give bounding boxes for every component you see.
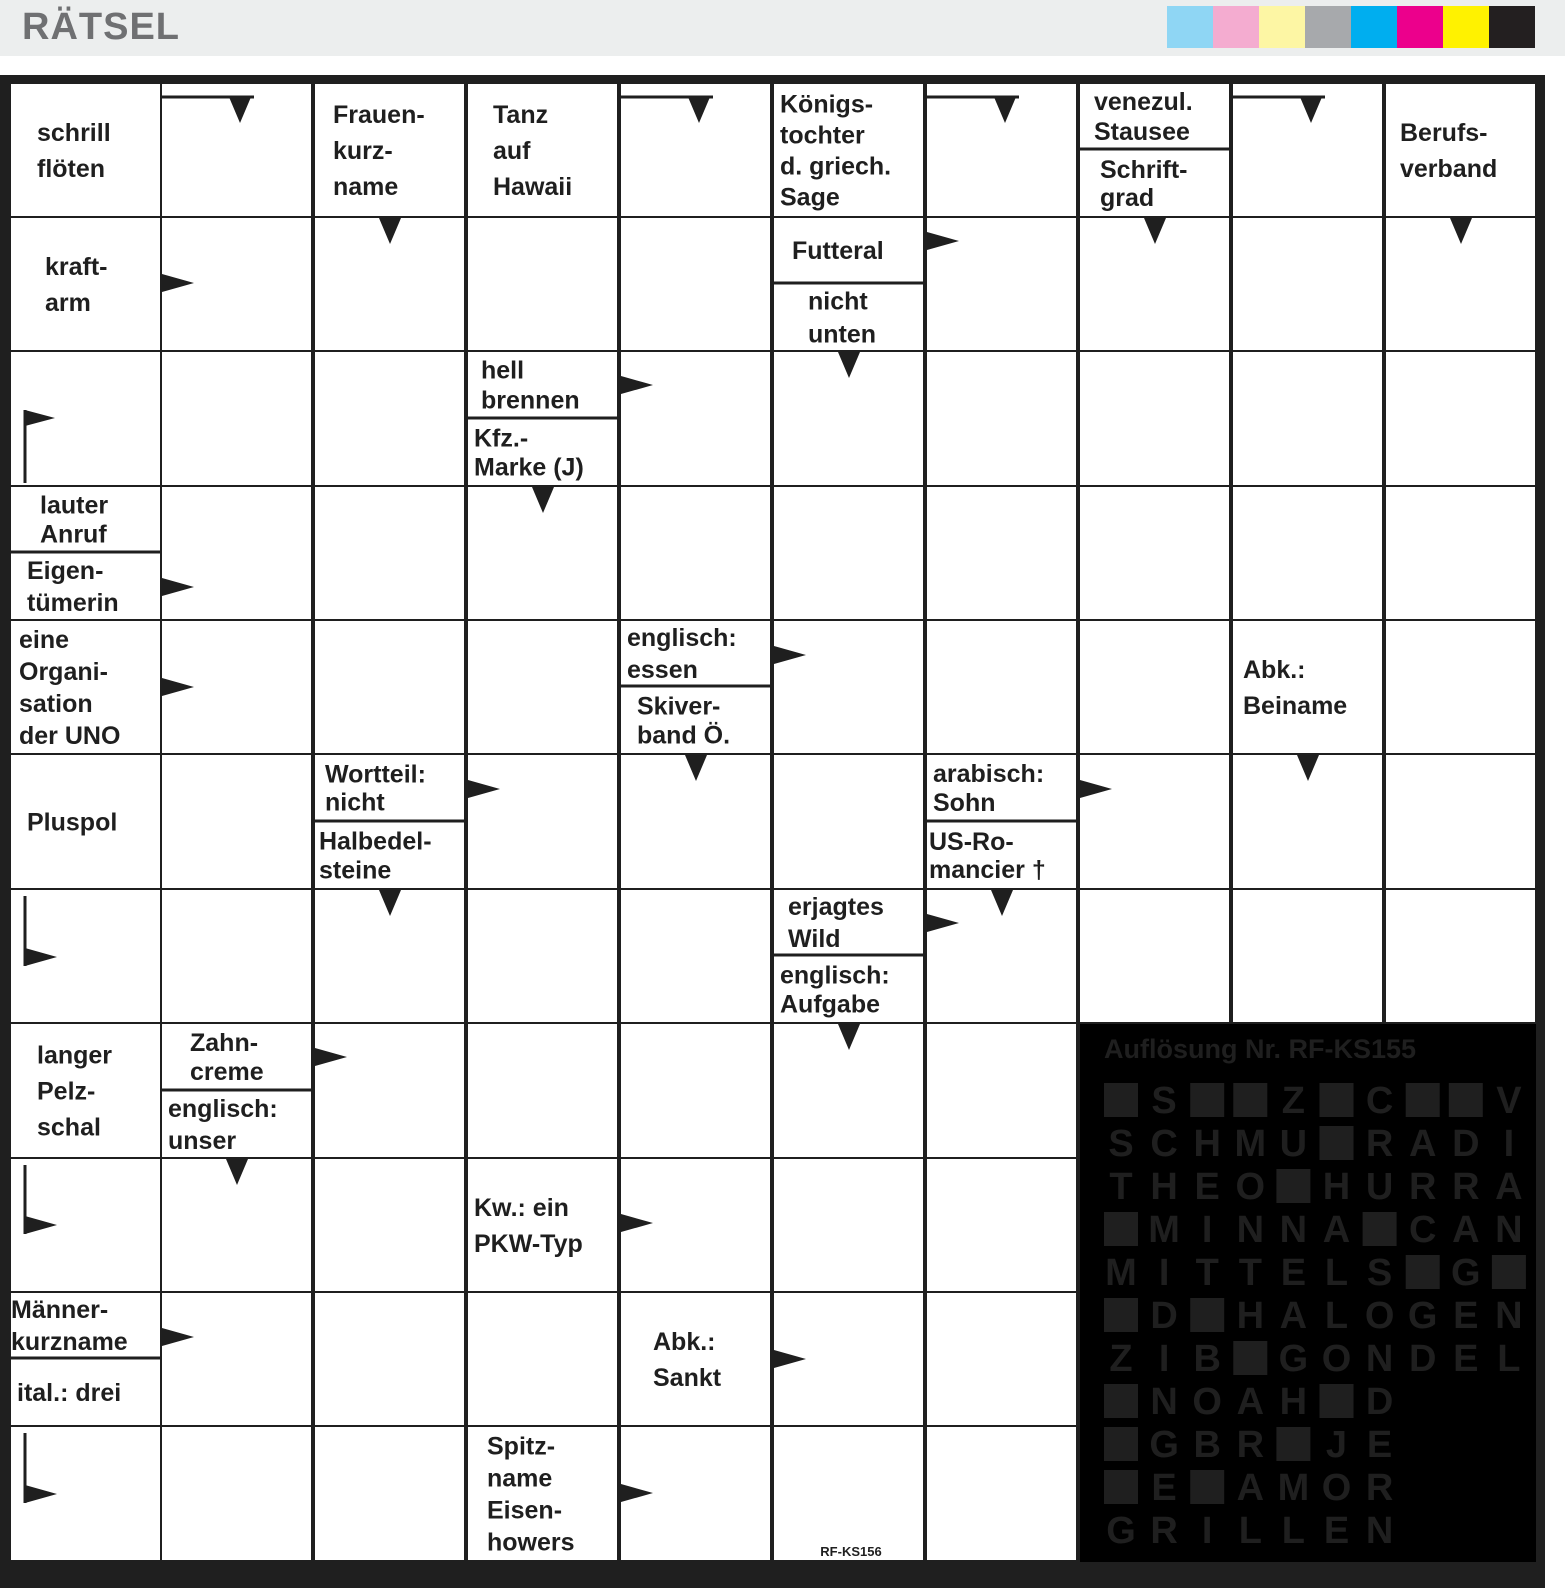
color-swatch [1489, 6, 1535, 48]
solution-letter: M [1148, 1209, 1180, 1251]
solution-letter: M [1234, 1123, 1267, 1165]
solution-letter: M [1277, 1467, 1310, 1509]
color-swatch [1351, 6, 1397, 48]
solution-letter: R [1452, 1166, 1480, 1208]
solution-black-square [1320, 1126, 1354, 1160]
solution-letter: N [1365, 1510, 1394, 1552]
clue-line: Halbedel- [319, 827, 432, 856]
answer-cell [1233, 487, 1382, 619]
solution-black-square [1104, 1384, 1138, 1418]
clue-line: nicht [325, 788, 385, 817]
clue-line: Pluspol [27, 808, 118, 837]
color-swatch [1305, 6, 1351, 48]
answer-cell [315, 352, 464, 485]
solution-letter: A [1408, 1123, 1437, 1165]
answer-cell [621, 352, 770, 485]
solution-letter: A [1279, 1295, 1308, 1337]
answer-cell [468, 1159, 617, 1291]
clue-line: englisch: [780, 961, 890, 990]
solution-letter: E [1280, 1252, 1307, 1294]
clue-line: tochter [780, 121, 865, 150]
solution-letter: A [1236, 1381, 1265, 1423]
solution-letter: G [1106, 1510, 1136, 1552]
solution-letter: N [1365, 1338, 1394, 1380]
solution-letter: D [1408, 1338, 1437, 1380]
answer-cell [162, 1427, 311, 1560]
clue-line: kurzname [11, 1328, 128, 1356]
clue-text [637, 693, 730, 750]
clue-line: Beiname [1243, 692, 1348, 720]
answer-cell [315, 1024, 464, 1157]
clue-line: Abk.: [653, 1328, 716, 1356]
solution-letter: A [1236, 1467, 1265, 1509]
answer-cell [927, 1024, 1076, 1157]
answer-cell [927, 352, 1076, 485]
clue-line: der UNO [19, 722, 121, 750]
solution-letter: C [1150, 1123, 1178, 1165]
solution-letter: R [1150, 1510, 1178, 1552]
clue-text [17, 1379, 121, 1407]
clue-line: englisch: [168, 1095, 278, 1123]
clue-line: Anruf [40, 520, 107, 549]
clue-line: mancier † [929, 856, 1046, 884]
clue-line: unten [808, 320, 877, 349]
answer-cell [162, 755, 311, 888]
clue-line: Futteral [792, 237, 884, 265]
solution-black-square [1363, 1212, 1397, 1246]
solution-black-square [1276, 1427, 1310, 1461]
solution-black-square [1406, 1255, 1440, 1289]
solution-letter: I [1158, 1252, 1170, 1294]
solution-title: Auflösung Nr. RF-KS155 [1104, 1034, 1417, 1064]
solution-letter: D [1452, 1123, 1480, 1165]
color-swatch [1397, 6, 1443, 48]
clue-line: US-Ro- [929, 828, 1014, 856]
answer-cell [162, 1293, 311, 1425]
solution-letter: I [1201, 1209, 1213, 1251]
puzzle-code: RF-KS156 [820, 1544, 882, 1559]
answer-cell [468, 1293, 617, 1425]
clue-line: flöten [37, 155, 106, 183]
color-swatch [1167, 6, 1213, 48]
answer-cell [927, 1159, 1076, 1291]
solution-letter: E [1151, 1467, 1177, 1509]
solution-letter: H [1279, 1381, 1308, 1423]
solution-letter: C [1408, 1209, 1437, 1251]
answer-cell [1233, 621, 1382, 753]
solution-letter: R [1365, 1123, 1394, 1165]
clue-line: Sohn [933, 789, 996, 817]
solution-letter: T [1195, 1252, 1219, 1294]
solution-letter: E [1453, 1338, 1479, 1380]
answer-cell [11, 218, 160, 350]
clue-line: schal [37, 1113, 101, 1142]
solution-letter: T [1238, 1252, 1262, 1294]
clue-line: venezul. [1094, 88, 1193, 116]
clue-line: Männer- [11, 1296, 109, 1324]
solution-letter: O [1192, 1381, 1222, 1423]
solution-letter: R [1365, 1467, 1394, 1509]
clue-text [190, 1029, 264, 1086]
answer-cell [468, 890, 617, 1022]
solution-letter: E [1323, 1510, 1350, 1552]
clue-line: Eigen- [27, 557, 104, 585]
solution-letter: L [1324, 1252, 1349, 1294]
solution-letter: Z [1109, 1338, 1133, 1380]
answer-cell [621, 890, 770, 1022]
clue-line: name [487, 1464, 553, 1493]
answer-cell [1233, 218, 1382, 350]
solution-letter: D [1365, 1381, 1394, 1423]
clue-line: Tanz [493, 101, 549, 129]
solution-letter: H [1150, 1166, 1178, 1208]
solution-black-square [1320, 1384, 1354, 1418]
clue-text [40, 492, 108, 549]
clue-line: band Ö. [637, 721, 731, 750]
answer-cell [315, 1293, 464, 1425]
solution-letter: G [1407, 1295, 1438, 1337]
solution-letter: G [1149, 1424, 1179, 1466]
solution-letter: L [1281, 1510, 1306, 1552]
answer-cell [927, 1427, 1076, 1560]
clue-line: howers [487, 1528, 575, 1557]
answer-cell [1233, 352, 1382, 485]
solution-black-square [1406, 1083, 1440, 1117]
answer-cell [468, 621, 617, 753]
solution-black-square [1104, 1083, 1138, 1117]
clue-line: Stausee [1094, 118, 1190, 146]
clue-line: langer [37, 1041, 113, 1070]
answer-cell [315, 1427, 464, 1560]
answer-cell [468, 218, 617, 350]
solution-letter: A [1452, 1209, 1480, 1251]
header-bar [0, 0, 1565, 56]
clue-line: eine [19, 626, 70, 654]
answer-cell [774, 1159, 923, 1291]
clue-line: Kfz.- [474, 424, 529, 453]
solution-letter: A [1495, 1166, 1523, 1208]
solution-letter: V [1496, 1080, 1522, 1122]
solution-letter: O [1321, 1338, 1352, 1380]
solution-letter: I [1158, 1338, 1170, 1380]
answer-cell [774, 1427, 923, 1560]
solution-letter: G [1278, 1338, 1309, 1380]
color-swatch [1443, 6, 1489, 48]
solution-letter: R [1236, 1424, 1265, 1466]
solution-letter: N [1236, 1209, 1265, 1251]
clue-line: hell [481, 356, 525, 385]
clue-line: schrill [37, 119, 111, 147]
clue-line: creme [190, 1058, 264, 1086]
clue-line: Frauen- [333, 101, 425, 129]
solution-black-square [1276, 1169, 1310, 1203]
clue-line: Pelz- [37, 1077, 96, 1106]
clue-line: Marke (J) [474, 453, 584, 482]
clue-line: ital.: drei [17, 1379, 122, 1407]
solution-letter: L [1238, 1510, 1262, 1552]
answer-cell [621, 218, 770, 350]
solution-letter: U [1365, 1166, 1394, 1208]
answer-cell [162, 352, 311, 485]
answer-cell [1386, 621, 1535, 753]
answer-cell [1080, 890, 1229, 1022]
answer-cell [1386, 755, 1535, 888]
clue-line: Wild [788, 925, 841, 953]
answer-cell [927, 487, 1076, 619]
clue-line: Aufgabe [780, 990, 880, 1019]
solution-letter: H [1322, 1166, 1351, 1208]
clue-line: erjagtes [788, 893, 884, 921]
answer-cell [1080, 487, 1229, 619]
clue-line: PKW-Typ [474, 1230, 583, 1258]
clue-line: Sage [780, 183, 840, 212]
solution-black-square [1190, 1298, 1224, 1332]
solution-black-square [1104, 1298, 1138, 1332]
solution-letter: M [1105, 1252, 1137, 1294]
solution-black-square [1233, 1083, 1267, 1117]
answer-cell [927, 621, 1076, 753]
clue-line: tümerin [27, 589, 119, 617]
solution-black-square [1233, 1341, 1267, 1375]
answer-cell [1386, 487, 1535, 619]
solution-letter: G [1451, 1252, 1481, 1294]
answer-cell [774, 621, 923, 753]
solution-letter: O [1321, 1467, 1352, 1509]
solution-black-square [1104, 1212, 1138, 1246]
answer-cell [1233, 890, 1382, 1022]
clue-line: steine [319, 856, 392, 885]
solution-black-square [1449, 1083, 1483, 1117]
solution-letter: N [1495, 1295, 1523, 1337]
page-title: RÄTSEL [22, 6, 180, 48]
solution-letter: O [1364, 1295, 1395, 1337]
solution-letter: R [1408, 1166, 1437, 1208]
clue-line: Eisen- [487, 1496, 563, 1525]
solution-letter: N [1150, 1381, 1178, 1423]
clue-line: grad [1100, 184, 1155, 212]
solution-letter: L [1497, 1338, 1521, 1380]
solution-letter: S [1366, 1252, 1393, 1294]
clue-line: kurz- [333, 137, 393, 165]
solution-letter: Z [1281, 1080, 1306, 1122]
color-swatch [1213, 6, 1259, 48]
solution-letter: A [1322, 1209, 1351, 1251]
solution-letter: O [1235, 1166, 1266, 1208]
solution-letter: H [1193, 1123, 1221, 1165]
solution-black-square [1492, 1255, 1526, 1289]
clue-line: Spitz- [487, 1432, 556, 1461]
clue-line: brennen [481, 386, 580, 415]
clue-line: auf [493, 137, 531, 165]
clue-line: lauter [40, 491, 109, 520]
clue-line: Sankt [653, 1364, 722, 1392]
solution-letter: U [1279, 1123, 1308, 1165]
clue-line: verband [1400, 155, 1498, 183]
solution-letter: S [1151, 1080, 1177, 1122]
solution-letter: J [1325, 1424, 1348, 1466]
solution-black-square [1190, 1470, 1224, 1504]
answer-cell [162, 890, 311, 1022]
answer-cell [11, 84, 160, 216]
solution-black-square [1104, 1470, 1138, 1504]
clue-line: arabisch: [933, 760, 1045, 788]
clue-line: Hawaii [493, 173, 573, 201]
clue-line: nicht [808, 287, 868, 316]
clue-line: essen [627, 656, 698, 684]
clue-text [27, 809, 117, 837]
clue-line: Berufs- [1400, 119, 1488, 147]
solution-letter: C [1365, 1080, 1394, 1122]
answer-cell [621, 487, 770, 619]
solution-letter: I [1201, 1510, 1213, 1552]
solution-letter: E [1453, 1295, 1479, 1337]
answer-cell [774, 487, 923, 619]
clue-line: Zahn- [190, 1029, 259, 1057]
answer-cell [621, 1024, 770, 1157]
answer-cell [1386, 890, 1535, 1022]
clue-line: sation [19, 690, 93, 718]
solution-black-square [1320, 1083, 1354, 1117]
solution-letter: N [1495, 1209, 1523, 1251]
solution-letter: B [1193, 1338, 1221, 1380]
answer-cell [1080, 621, 1229, 753]
answer-cell [315, 487, 464, 619]
answer-cell [1080, 755, 1229, 888]
clue-text [792, 237, 884, 265]
answer-cell [315, 1159, 464, 1291]
clue-line: kraft- [45, 253, 108, 281]
clue-line: name [333, 173, 399, 201]
answer-cell [927, 218, 1076, 350]
solution-black-square [1190, 1083, 1224, 1117]
solution-letter: B [1193, 1424, 1221, 1466]
answer-cell [1080, 352, 1229, 485]
clue-line: d. griech. [780, 152, 892, 181]
solution-letter: E [1194, 1166, 1220, 1208]
clue-line: unser [168, 1127, 237, 1155]
crossword-grid [0, 75, 1545, 1588]
clue-line: arm [45, 289, 91, 317]
solution-letter: H [1236, 1295, 1265, 1337]
clue-text [780, 962, 890, 1019]
answer-cell [774, 755, 923, 888]
solution-black-square [1104, 1427, 1138, 1461]
clue-line: Abk.: [1243, 656, 1306, 684]
answer-cell [1386, 84, 1535, 216]
solution-letter: S [1108, 1123, 1134, 1165]
clue-line: Wortteil: [325, 760, 426, 789]
answer-cell [927, 1293, 1076, 1425]
solution-letter: L [1324, 1295, 1349, 1337]
clue-line: Kw.: ein [474, 1194, 569, 1222]
answer-cell [468, 1024, 617, 1157]
answer-cell [315, 621, 464, 753]
solution-letter: N [1279, 1209, 1308, 1251]
solution-letter: T [1109, 1166, 1133, 1208]
solution-letter: I [1503, 1123, 1515, 1165]
answer-cell [468, 755, 617, 888]
answer-cell [162, 487, 311, 619]
clue-line: Königs- [780, 90, 874, 119]
clue-line: Schrift- [1100, 156, 1188, 184]
solution-letter: D [1150, 1295, 1178, 1337]
clue-line: Organi- [19, 658, 108, 686]
answer-cell [1386, 352, 1535, 485]
solution-letter: E [1366, 1424, 1393, 1466]
answer-cell [621, 1293, 770, 1425]
clue-line: Skiver- [637, 692, 721, 721]
puzzle-frame [0, 75, 1545, 1588]
color-swatch [1259, 6, 1305, 48]
clue-line: englisch: [627, 624, 737, 652]
